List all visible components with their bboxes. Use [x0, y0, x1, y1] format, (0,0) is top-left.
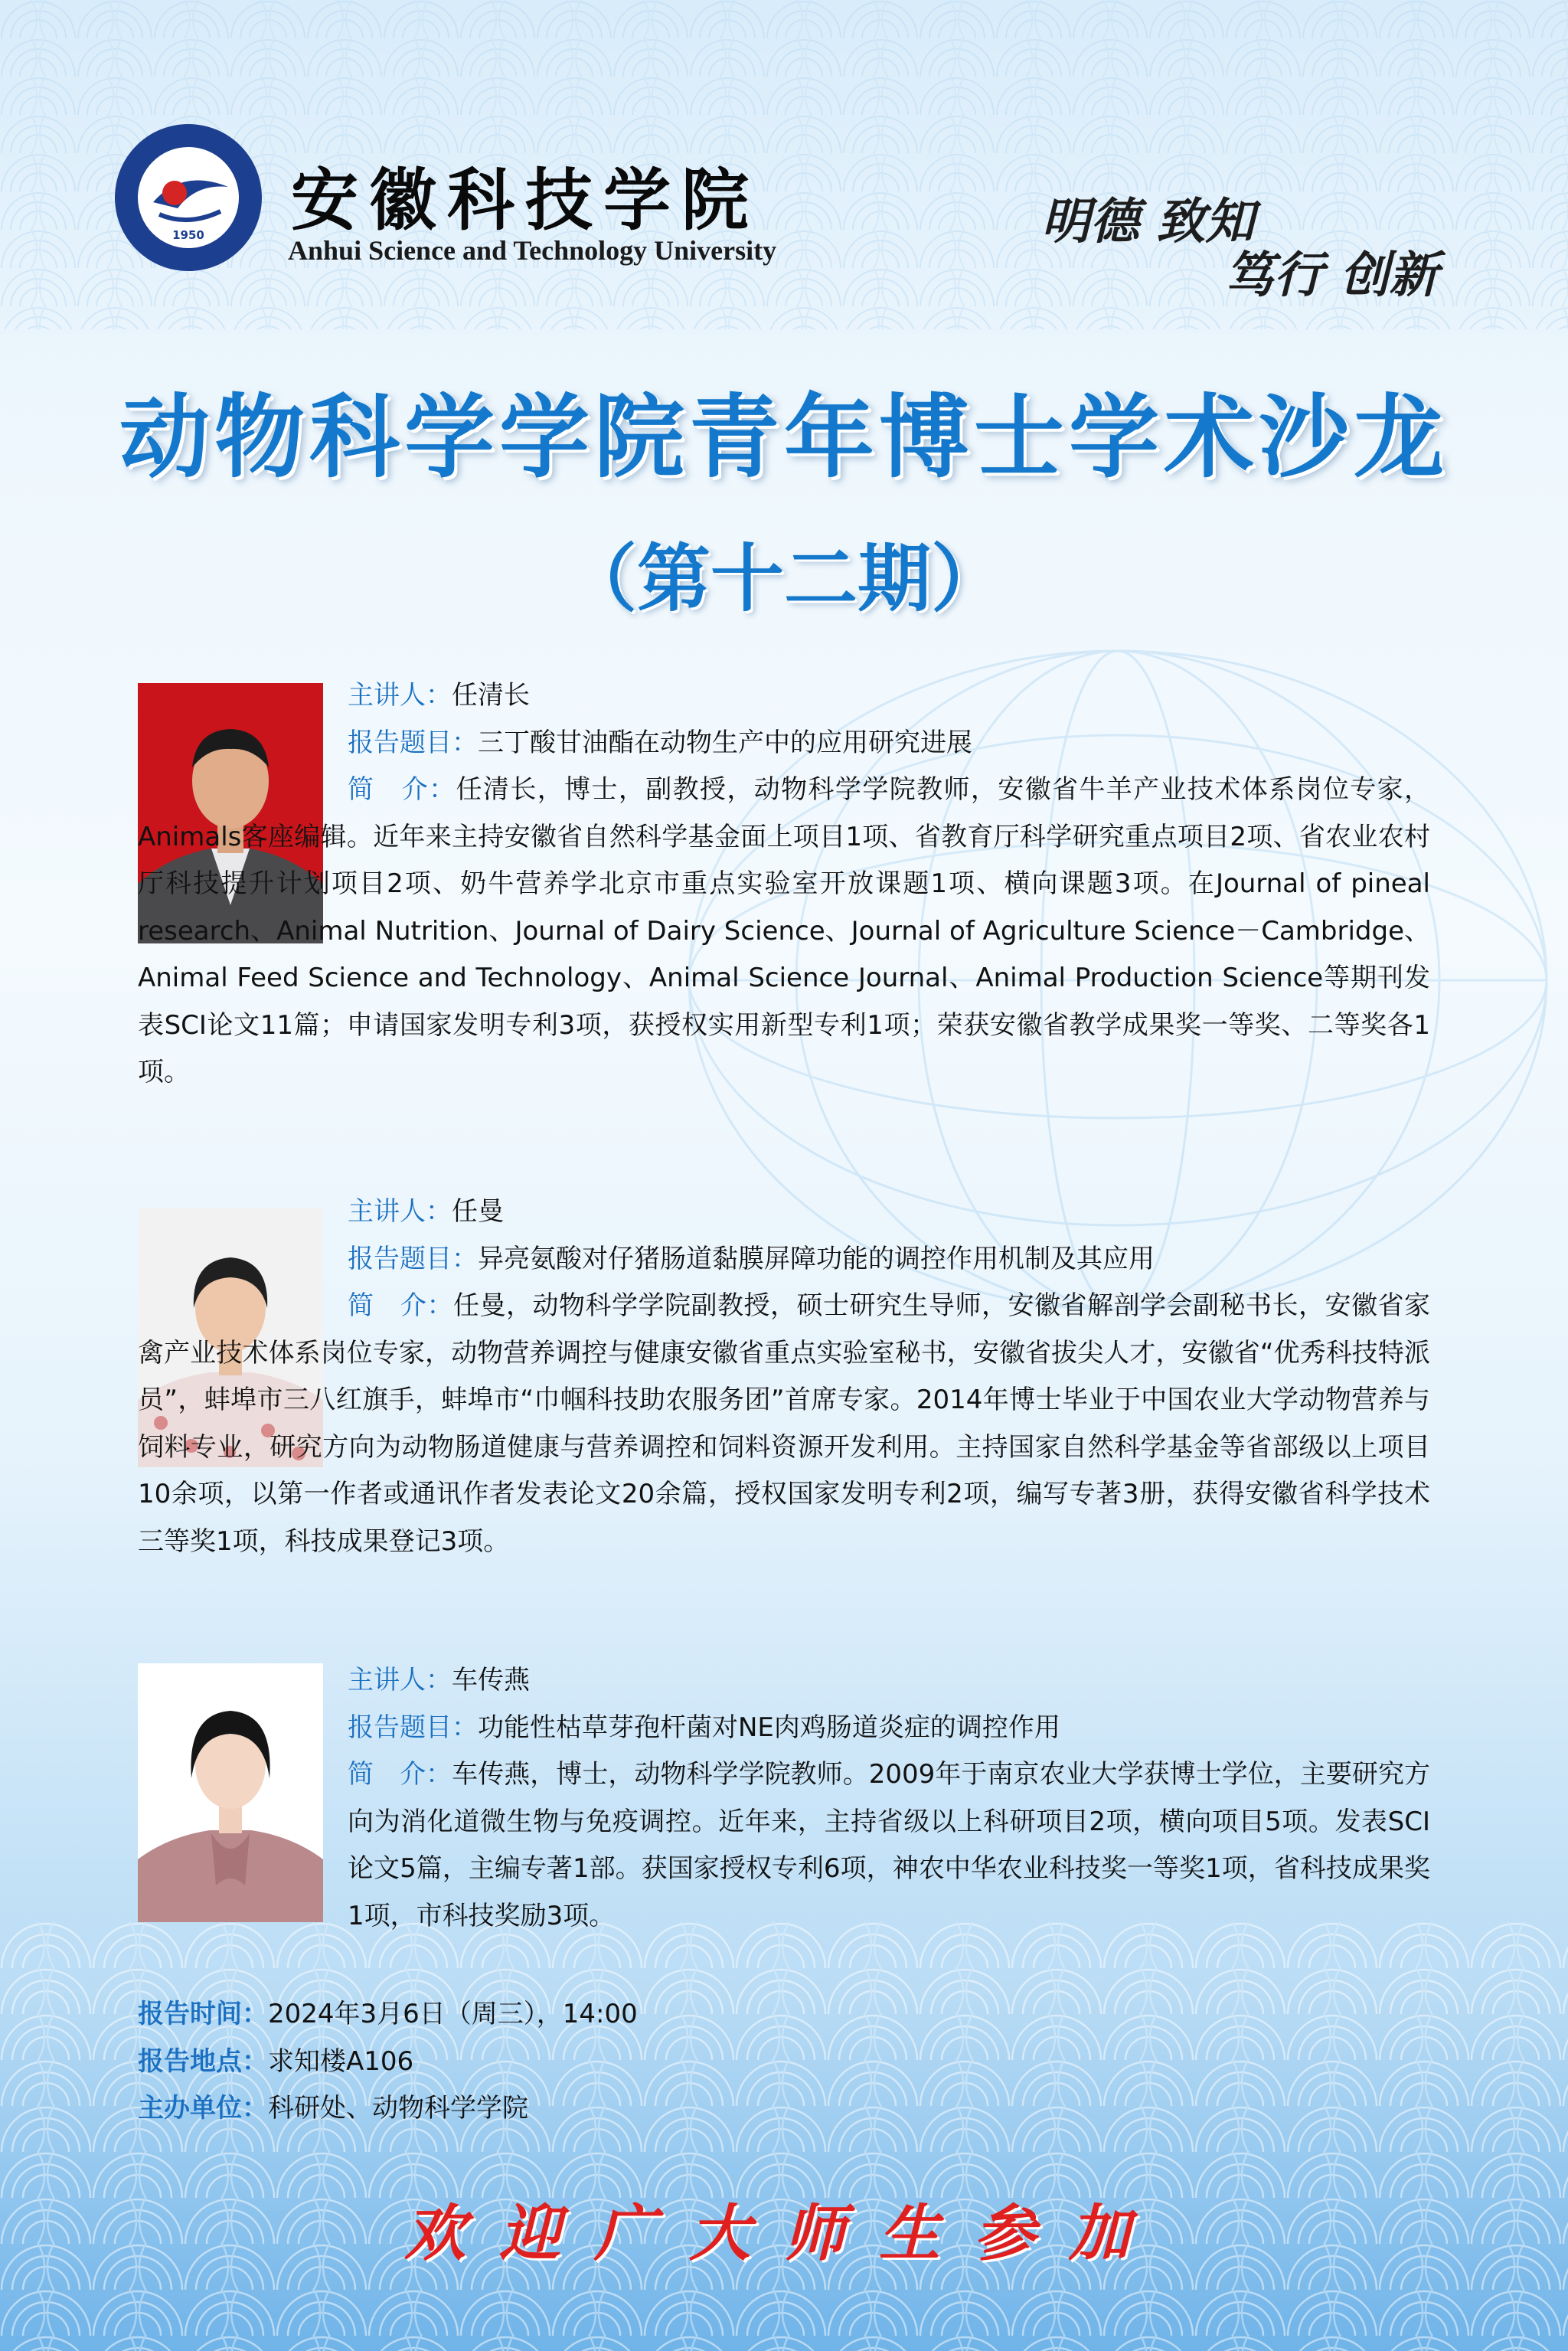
- speaker-label: 主讲人：: [348, 680, 452, 711]
- topic-label: 报告题目：: [348, 727, 478, 758]
- speaker-line-1: [348, 672, 1430, 720]
- speaker-block-2: [138, 1189, 1430, 1565]
- time-label: 报告时间：: [138, 1999, 268, 2029]
- university-logo: [113, 123, 263, 273]
- speaker-name: 车传燕: [452, 1665, 530, 1695]
- intro-text: 车传燕，博士，动物科学学院教师。2009年于南京农业大学获博士学位，主要研究方向为消化道微生物与免疫调控。近年来，主持省级以上科研项目2项，横向项目5项。发表SCI论文5篇，主编专著1部。获国家授权专利6项，神农中华农业科技奖一等奖1项，省科技成果奖1项，市科技奖励3项。: [348, 1759, 1430, 1931]
- speaker-intro-2: [138, 1283, 1430, 1565]
- school-name-en: Anhui Science and Technology University: [288, 235, 777, 266]
- svg-text:1950: 1950: [172, 228, 204, 242]
- speaker-block-3: [138, 1657, 1430, 1940]
- place-label: 报告地点：: [138, 2045, 268, 2077]
- speaker-name: 任清长: [452, 680, 530, 711]
- intro-label: 简 介：: [348, 1759, 452, 1790]
- speaker-label: 主讲人：: [348, 1196, 452, 1227]
- speaker-block-1: [138, 672, 1430, 1097]
- topic-line-3: [348, 1705, 1430, 1752]
- speaker-label: 主讲人：: [348, 1665, 452, 1695]
- speaker-intro-1: [138, 767, 1430, 1097]
- intro-text: 任曼，动物科学学院副教授，硕士研究生导师，安徽省解剖学会副秘书长，安徽省家禽产业技术体系岗位专家，动物营养调控与健康安徽省重点实验室秘书，安徽省拔尖人才，安徽省“优秀科技特派员”，蚌埠市三八红旗手，蚌埠市“巾帼科技助农服务团”首席专家。2014年博士毕业于中国农业大学动物营养与饲料专业，研究方向为动物肠道健康与营养调控和饲料资源开发利用。主持国家自然科学基金等省部级以上项目10余项，以第一作者或通讯作者发表论文20余篇，授权国家发明专利2项，编写专著3册，获得安徽省科学技术三等奖1项，科技成果登记3项。: [138, 1290, 1430, 1557]
- topic-title: 异亮氨酸对仔猪肠道黏膜屏障功能的调控作用机制及其应用: [478, 1243, 1155, 1274]
- event-host: [138, 2085, 638, 2133]
- event-place: [138, 2039, 638, 2086]
- speaker-intro-3: [138, 1751, 1430, 1940]
- time-value: 2024年3月6日（周三），14:00: [268, 1999, 638, 2029]
- motto-line-1: 明德 致知: [1041, 193, 1255, 250]
- school-name-cn: 安徽科技学院: [291, 160, 760, 240]
- wave-pattern-bottom: [0, 1922, 1568, 2351]
- topic-title: 三丁酸甘油酯在动物生产中的应用研究进展: [478, 727, 972, 758]
- topic-title: 功能性枯草芽孢杆菌对NE肉鸡肠道炎症的调控作用: [478, 1712, 1060, 1743]
- welcome-banner: 欢迎广大师生参加: [404, 2197, 1164, 2269]
- speaker-line-2: [348, 1189, 1430, 1236]
- intro-label: 简 介：: [348, 774, 456, 805]
- topic-label: 报告题目：: [348, 1712, 478, 1743]
- host-label: 主办单位：: [138, 2093, 268, 2124]
- speaker-line-3: [348, 1657, 1430, 1705]
- event-time: [138, 1991, 638, 2039]
- topic-label: 报告题目：: [348, 1243, 478, 1274]
- intro-text: 任清长，博士，副教授，动物科学学院教师，安徽省牛羊产业技术体系岗位专家，Animals客座编辑。近年来主持安徽省自然科学基金面上项目1项、省教育厅科学研究重点项目2项、省农业农村厅科技提升计划项目2项、奶牛营养学北京市重点实验室开放课题1项、横向课题3项。在Journal of pineal research、Animal Nutrition、Journal of Dairy Science、Journal of Agriculture Science－Cambridge、Animal Feed Science and Technology、Animal Science Journal、Animal Production Science等期刊发表SCI论文11篇；申请国家发明专利3项，获授权实用新型专利1项；荣获安徽省教学成果奖一等奖、二等奖各1项。: [138, 774, 1431, 1087]
- salon-title: 动物科学学院青年博士学术沙龙: [119, 384, 1449, 490]
- host-value: 科研处、动物科学学院: [268, 2093, 528, 2124]
- place-value: 求知楼A106: [268, 2045, 414, 2077]
- intro-label: 简 介：: [348, 1290, 453, 1321]
- motto-line-2: 笃行 创新: [1225, 247, 1439, 304]
- speaker-name: 任曼: [452, 1196, 504, 1227]
- topic-line-1: [348, 720, 1430, 767]
- event-info: [138, 1991, 638, 2133]
- topic-line-2: [348, 1236, 1430, 1283]
- issue-number: （第十二期）: [564, 535, 1004, 622]
